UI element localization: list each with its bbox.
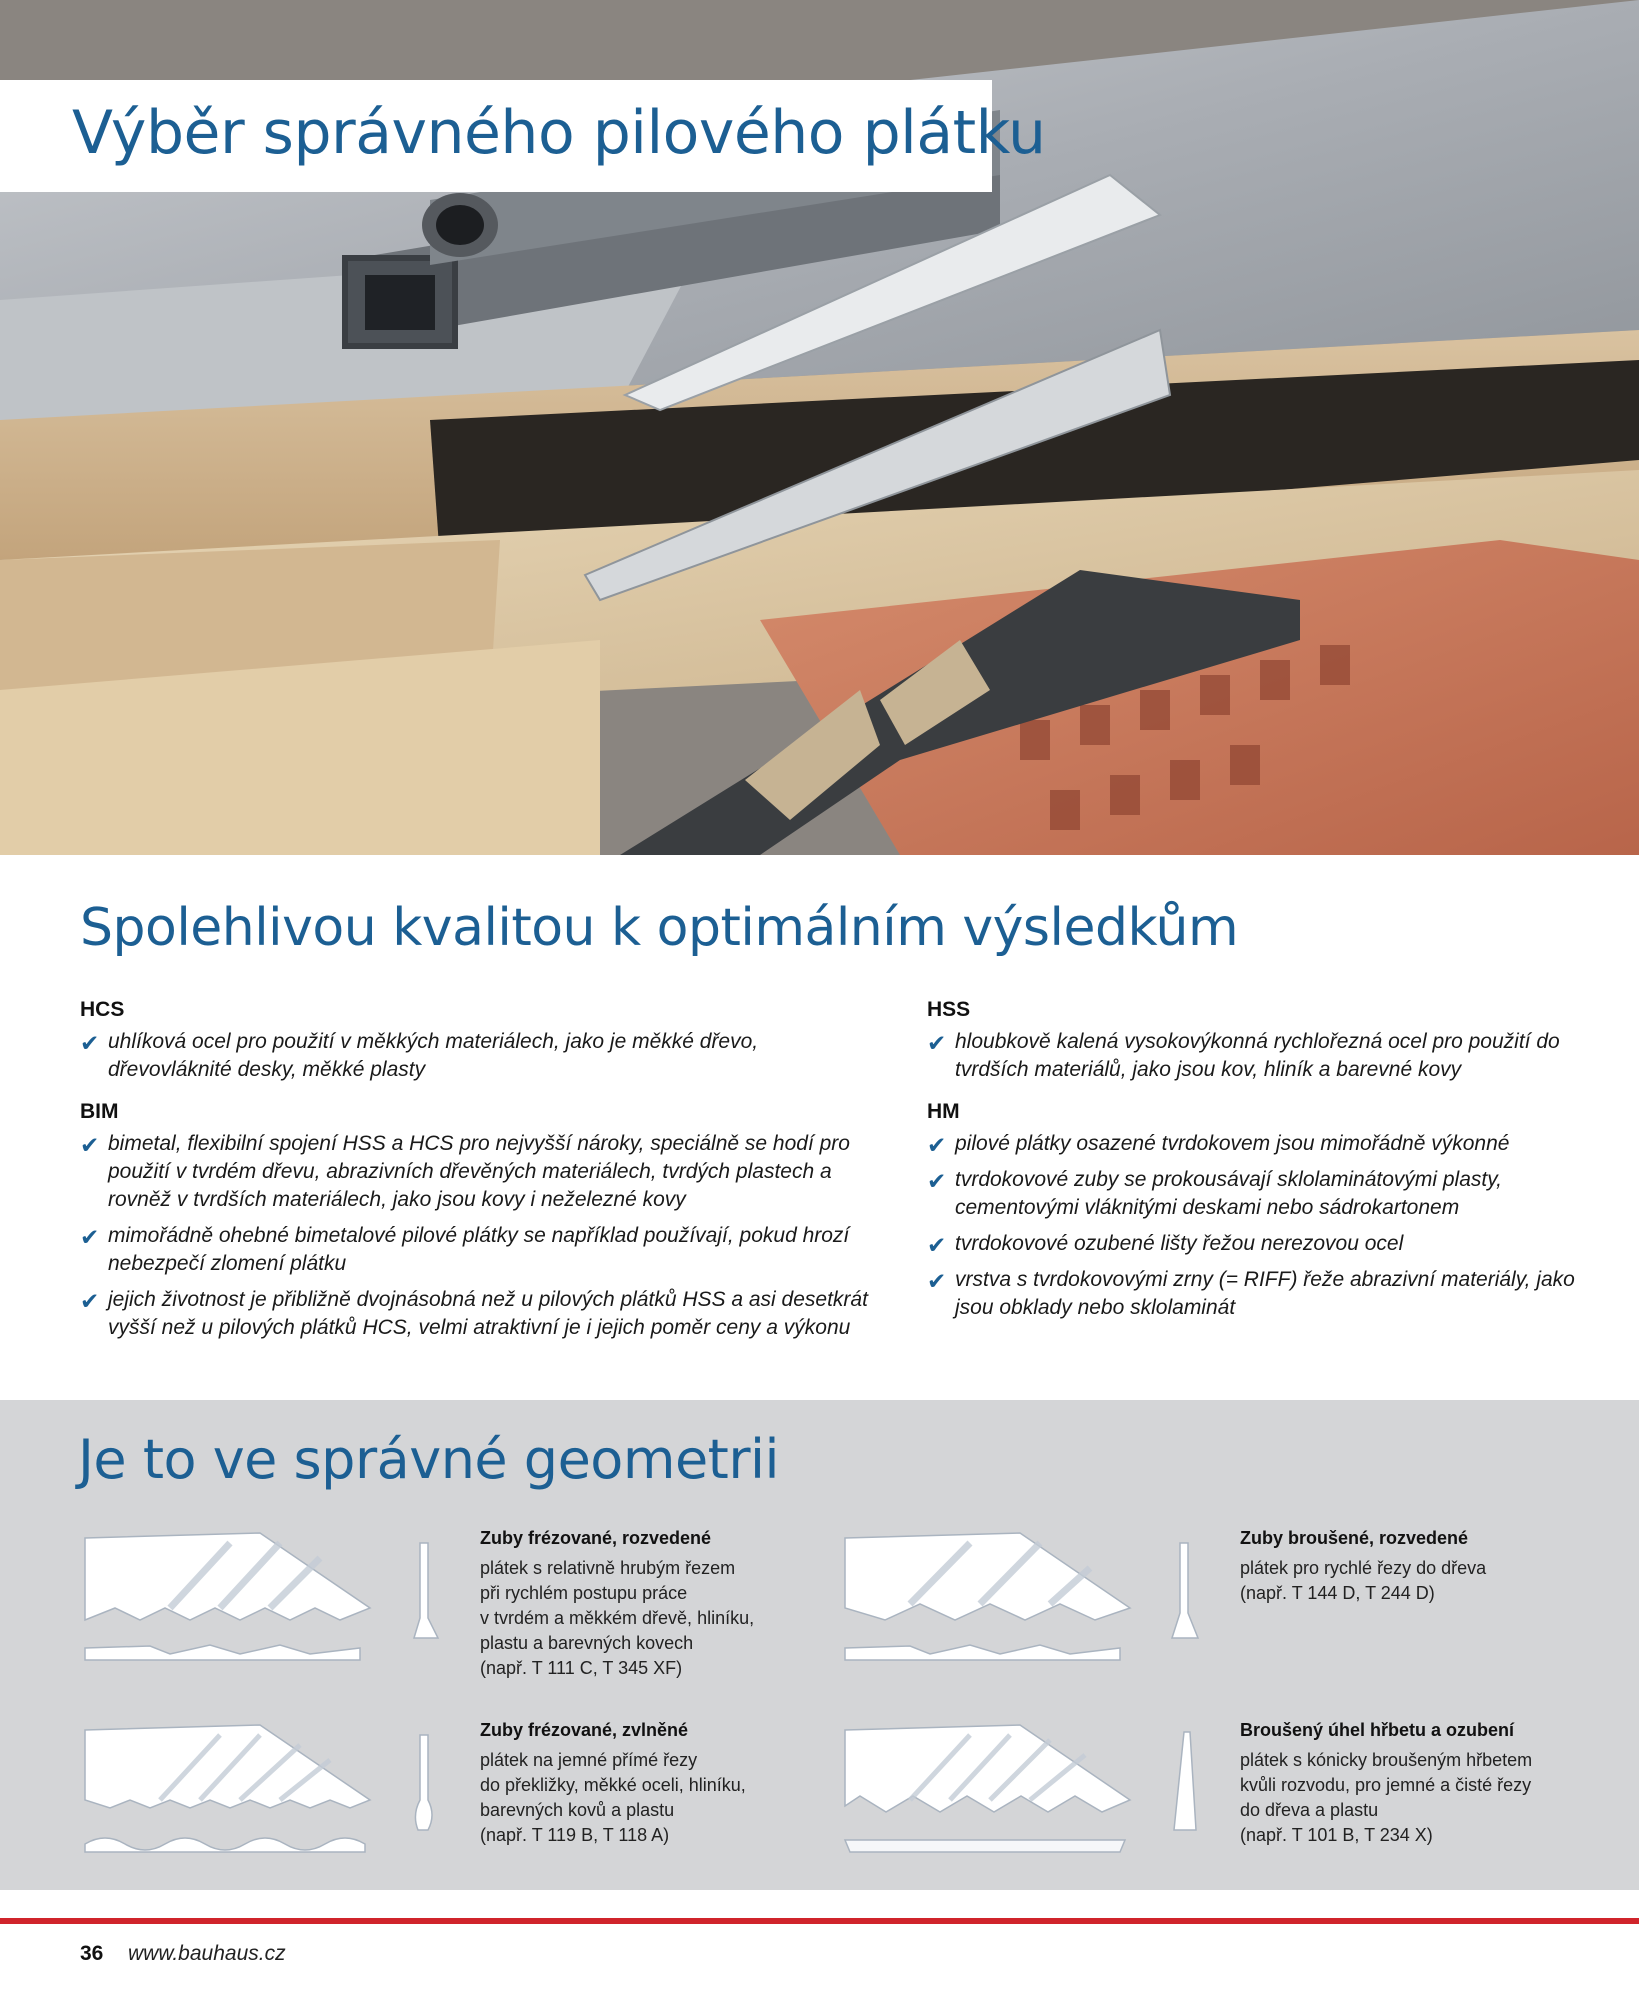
milled-wavy-teeth-illustration	[80, 1720, 380, 1880]
check-icon: ✔	[80, 1132, 100, 1158]
geometry-item-desc: plátek na jemné přímé řezy do překližky, měkké oceli, hliníku, barevných kovů a plastu (např. T 119 B, T 118 A)	[480, 1750, 746, 1845]
material-group-hm	[927, 1100, 1587, 1322]
tooth-profile-illustration	[1170, 1730, 1200, 1840]
check-icon: ✔	[927, 1030, 947, 1056]
material-column-right	[927, 998, 1587, 1338]
check-icon: ✔	[927, 1132, 947, 1158]
check-icon: ✔	[927, 1168, 947, 1194]
check-icon: ✔	[927, 1268, 947, 1294]
geometry-item-desc: plátek pro rychlé řezy do dřeva (např. T 144 D, T 244 D)	[1240, 1558, 1487, 1603]
group-heading: BIM	[80, 1100, 119, 1123]
geometry-item-title: Zuby frézované, rozvedené	[480, 1528, 712, 1548]
geometry-item	[840, 1528, 1600, 1698]
geometry-item-desc: plátek s relativně hrubým řezem při rychlém postupu práce v tvrdém a měkkém dřevě, hliníku, plastu a barevných kovech (např. T 111 C, T 345 XF)	[480, 1558, 755, 1678]
geometry-item-title: Zuby frézované, zvlněné	[480, 1720, 689, 1740]
list-item: ✔ tvrdokovové zuby se prokousávají sklolaminátovými plasty, cementovými vláknitými deskami nebo sádrokartonem	[927, 1168, 1503, 1219]
group-heading: HSS	[927, 998, 971, 1021]
geometry-item	[840, 1720, 1600, 1890]
check-icon: ✔	[80, 1030, 100, 1056]
check-icon: ✔	[927, 1232, 947, 1258]
page-title: Výběr správného pilového plátku	[72, 98, 1046, 168]
geometry-item-desc: plátek s kónicky broušeným hřbetem kvůli rozvodu, pro jemné a čisté řezy do dřeva a plastu (např. T 101 B, T 234 X)	[1240, 1750, 1533, 1845]
check-icon: ✔	[80, 1224, 100, 1250]
geometry-heading: Je to ve správné geometrii	[78, 1428, 780, 1491]
geometry-item-title: Zuby broušené, rozvedené	[1240, 1528, 1469, 1548]
group-heading: HCS	[80, 998, 125, 1021]
list-item: ✔ uhlíková ocel pro použití v měkkých materiálech, jako je měkké dřevo, dřevovláknité desky, měkké plasty	[80, 1030, 759, 1081]
ground-taper-teeth-illustration	[840, 1720, 1140, 1880]
list-item: ✔ mimořádně ohebné bimetalové pilové plátky se například používají, pokud hrozí nebezpečí zlomení plátku	[80, 1224, 850, 1275]
list-item: ✔ hloubkově kalená vysokovýkonná rychlořezná ocel pro použití do tvrdších materiálů, jako jsou kov, hliník a barevné kovy	[927, 1030, 1560, 1081]
check-icon: ✔	[80, 1288, 100, 1314]
material-group-hss	[927, 998, 1587, 1084]
material-group-hcs	[80, 998, 880, 1084]
page-number: 36	[80, 1942, 104, 1965]
website-link[interactable]: www.bauhaus.cz	[128, 1942, 286, 1965]
list-item: ✔ vrstva s tvrdokovovými zrny (= RIFF) řeže abrazivní materiály, jako jsou obklady nebo sklolaminát	[927, 1268, 1575, 1319]
footer-rule	[0, 1918, 1639, 1924]
tooth-profile-illustration	[410, 1730, 440, 1840]
material-column-left	[80, 998, 880, 1358]
group-heading: HM	[927, 1100, 960, 1123]
geometry-item	[80, 1528, 840, 1698]
list-item: ✔ bimetal, flexibilní spojení HSS a HCS pro nejvyšší nároky, speciálně se hodí pro použití v tvrdém dřevu, abrazivních dřevěných materiálech, tvrdých plastech a rovněž v tvrdších materiálech, jako jsou kovy i neželezné kovy	[80, 1132, 850, 1211]
list-item: ✔ tvrdokovové ozubené lišty řežou nerezovou ocel	[927, 1232, 1404, 1258]
tooth-profile-illustration	[410, 1538, 440, 1648]
ground-set-teeth-illustration	[840, 1528, 1140, 1688]
list-item: ✔ pilové plátky osazené tvrdokovem jsou mimořádně výkonné	[927, 1132, 1510, 1158]
geometry-item	[80, 1720, 840, 1890]
material-group-bim	[80, 1100, 880, 1342]
tooth-profile-illustration	[1170, 1538, 1200, 1648]
milled-set-teeth-illustration	[80, 1528, 380, 1688]
list-item: ✔ jejich životnost je přibližně dvojnásobná než u pilových plátků HSS a asi desetkrát vyšší než u pilových plátků HCS, velmi atraktivní je i jejich poměr ceny a výkonu	[80, 1288, 868, 1339]
quality-heading: Spolehlivou kvalitou k optimálním výsledkům	[80, 898, 1239, 958]
geometry-item-title: Broušený úhel hřbetu a ozubení	[1240, 1720, 1515, 1740]
